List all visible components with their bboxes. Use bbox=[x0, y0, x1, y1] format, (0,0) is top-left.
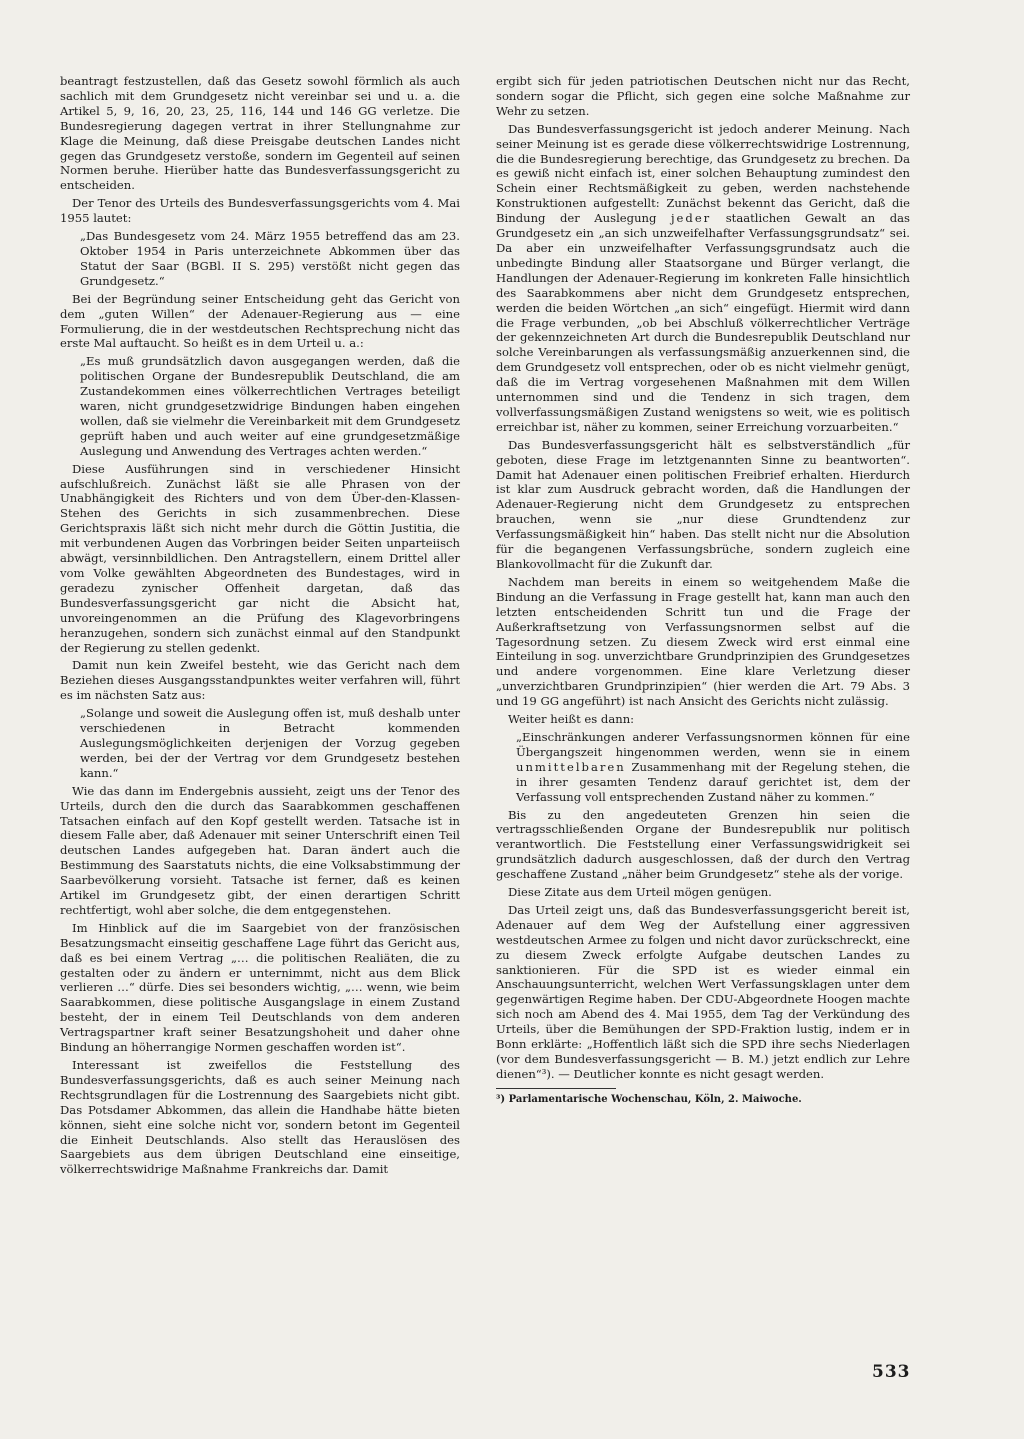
paragraph: Weiter heißt es dann: bbox=[508, 712, 635, 727]
paragraph: Der Tenor des Urteils des Bundesverfassungsgerichts vom 4. Mai 1955 lautet: bbox=[60, 196, 460, 226]
paragraph-text: Das Bundesverfassungsgericht ist jedoch anderer Meinung. Nach seiner Meinung ist es gerade diese völkerrechtswidrige Lostrennung, die die Bundesregierung berechtige, das Grundgesetz zu brechen. Da es gewiß nicht einfach ist, einer solchen Behauptung zumindest den Schein einer Rechtsmäßigkeit zu geben, werden nachstehende Konstruktionen aufgestellt: Zunächst bekennt das Gericht, daß die Bindung der Auslegung bbox=[496, 121, 910, 226]
paragraph: ergibt sich für jeden patriotischen Deutschen nicht nur das Recht, sondern sogar die Pflicht, sich gegen eine solche Maßnahme zur Wehr zu setzen. bbox=[496, 74, 910, 118]
paragraph: Das Urteil zeigt uns, daß das Bundesverfassungsgericht bereit ist, Adenauer auf dem Weg der Aufstellung einer aggressiven westdeutschen Armee zu folgen und nicht davor zurückschreckt, eine zu diesem Zweck erfolgte Aufgabe deutschen Landes zu sanktionieren. Für die SPD ist es wieder einmal ein Anschauungsunterricht, welchen Wert Verfassungsklagen unter dem gegenwärtigen Regime haben. Der CDU-Abgeordnete Hoogen machte sich noch am Abend des 4. Mai 1955, dem Tag der Verkündung des Urteils, über die Bemühungen der SPD-Fraktion lustig, indem er in Bonn erklärte: „Hoffentlich läßt sich die SPD ihre sechs Niederlagen (vor dem Bundesverfassungsgericht — B. M.) jetzt endlich zur Lehre dienen“³). — Deutlicher konnte es nicht gesagt werden. bbox=[496, 902, 910, 1081]
paragraph: Diese Zitate aus dem Urteil mögen genügen. bbox=[508, 885, 772, 900]
emphasized-word: jeder bbox=[670, 211, 712, 226]
quotation-part: Zusammenhang mit der Regelung stehen, die in ihrer gesamten Tendenz darauf gerichtet ist, dem der Verfassung voll entsprechenden Zustand näher zu kommen.“ bbox=[516, 759, 911, 804]
quotation-text bbox=[516, 730, 910, 805]
quotation bbox=[80, 706, 460, 781]
quotation bbox=[516, 730, 910, 805]
footnote: ³) Parlamentarische Wochenschau, Köln, 2. Maiwoche. bbox=[496, 1093, 802, 1105]
paragraph: Damit nun kein Zweifel besteht, wie das Gericht nach dem Beziehen dieses Ausgangsstandpunktes weiter verfahren will, führt es im nächsten Satz aus: bbox=[60, 658, 460, 703]
quotation bbox=[80, 229, 460, 289]
page-number: 533 bbox=[872, 1362, 911, 1382]
left-column bbox=[60, 74, 460, 1180]
emphasized-word: unmittelbaren bbox=[516, 759, 626, 774]
paragraph: Bei der Begründung seiner Entscheidung geht das Gericht von dem „guten Willen“ der Adenauer-Regierung aus — eine Formulierung, die in der westdeutschen Rechtsprechung nicht das erste Mal auftaucht. So heißt es in dem Urteil u. a.: bbox=[60, 291, 460, 351]
paragraph: Bis zu den angedeuteten Grenzen hin seien die vertragsschließenden Organe der Bundesrepublik nur politisch verantwortlich. Die Feststellung einer Verfassungswidrigkeit sei grundsätzlich dadurch ausgeschlossen, daß der durch den Vertrag geschaffene Zustand „näher beim Grundgesetz“ stehe als der vorige. bbox=[496, 807, 910, 882]
paragraph: Nachdem man bereits in einem so weitgehendem Maße die Bindung an die Verfassung in Frage gestellt hat, kann man auch den letzten entscheidenden Schritt tun und die Frage der Außerkraftsetzung von Verfassungsnormen selbst auf die Tagesordnung setzen. Zu diesem Zweck wird erst einmal eine Einteilung in sog. unverzichtbare Grundprinzipien des Grundgesetzes und andere vorgenommen. Eine klare Verletzung dieser „unverzichtbaren Grundprinzipien“ (hier werden die Art. 79 Abs. 3 und 19 GG angeführt) ist nach Ansicht des Gerichts nicht zulässig. bbox=[496, 574, 910, 709]
paragraph-text: staatlichen Gewalt an das Grundgesetz ein „an sich unzweifelhafter Verfassungsgrundsatz“ sei. Da aber ein unzweifelhafter Verfassungsgrundsatz auch die unbedingte Bindung aller Staatsorgane und Bürger verlangt, die Handlungen der Adenauer-Regierung im konkreten Falle hinsichtlich des Saarabkommens aber nicht dem Grundgesetz entsprechen, werden die beiden Wörtchen „an sich“ eingefügt. Hiermit wird dann die Frage verbunden, „ob bei Abschluß völkerrechtlicher Verträge der gekennzeichneten Art durch die Bundesrepublik Deutschland nur solche Vereinbarungen als verfassungsmäßig anzuerkennen sind, die dem Grundgesetz voll entsprechen, oder ob es nicht vielmehr genügt, daß die im Vertrag vorgesehenen Maßnahmen mit dem Willen unternommen sind und die Tendenz in sich tragen, dem vollverfassungsmäßigen Zustand wenigstens so weit, wie es politisch erreichbar ist, näher zu kommen, seiner Erreichung vorzuarbeiten.“ bbox=[496, 211, 910, 434]
quotation-text: „Es muß grundsätzlich davon ausgegangen werden, daß die politischen Organe der Bundesrepublik Deutschland, die am Zustandekommen eines völkerrechtlichen Vertrages beteiligt waren, nicht grundgesetzwidrige Bindungen haben eingehen wollen, daß sie vielmehr die Vereinbarkeit mit dem Grundgesetz geprüft haben und auch weiter auf eine grundgesetzmäßige Auslegung und Anwendung des Vertrages achten werden.“ bbox=[80, 354, 460, 458]
footnote-divider bbox=[496, 1088, 616, 1089]
quotation-text: „Solange und soweit die Auslegung offen ist, muß deshalb unter verschiedenen in Betracht kommenden Auslegungsmöglichkeiten derjenigen der Vorzug gegeben werden, bei der der Vertrag vor dem Grundgesetz bestehen kann.“ bbox=[80, 706, 460, 780]
quotation-part: „Einschränkungen anderer Verfassungsnormen können für eine Übergangszeit hingenommen werden, wenn sie in einem bbox=[516, 729, 910, 759]
paragraph: beantragt festzustellen, daß das Gesetz sowohl förmlich als auch sachlich mit dem Grundgesetz nicht vereinbar sei und u. a. die Artikel 5, 9, 16, 20, 23, 25, 116, 144 und 146 GG verletze. Die Bundesregierung dagegen vertrat in ihrer Stellungnahme zur Klage die Meinung, daß diese Preisgabe deutschen Landes nicht gegen das Grundgesetz verstoße, sondern im Gegenteil auf seinen Normen beruhe. Hierüber hatte das Bundesverfassungsgericht zu entscheiden. bbox=[60, 74, 460, 193]
paragraph: Das Bundesverfassungsgericht hält es selbstverständlich „für geboten, diese Frage im letztgenannten Sinne zu beantworten“. Damit hat Adenauer einen politischen Freibrief erhalten. Hierdurch ist klar zum Ausdruck gebracht worden, daß die Handlungen der Adenauer-Regierung nicht dem Grundgesetz zu entsprechen brauchen, wenn sie „nur diese Grundtendenz zur Verfassungsmäßigkeit hin“ haben. Das stellt nicht nur die Absolution für die begangenen Verfassungsbrüche, sondern zugleich eine Blankovollmacht für die Zukunft dar. bbox=[496, 437, 910, 571]
paragraph: Interessant ist zweifellos die Feststellung des Bundesverfassungsgerichts, daß es auch seiner Meinung nach Rechtsgrundlagen für die Lostrennung des Saargebiets nicht gibt. Das Potsdamer Abkommen, das allein die Handhabe hätte bieten können, sieht eine solche nicht vor, sondern betont im Gegenteil die Einheit Deutschlands. Also stellt das Herauslösen des Saargebiets aus dem übrigen Deutschland eine einseitige, völkerrechtswidrige Maßnahme Frankreichs dar. Damit bbox=[60, 1058, 460, 1177]
paragraph: Diese Ausführungen sind in verschiedener Hinsicht aufschlußreich. Zunächst läßt sie alle Phrasen von der Unabhängigkeit des Richters und von dem Über-den-Klassen-Stehen des Gerichts in sich zusammenbrechen. Diese Gerichtspraxis läßt sich nicht mehr durch die Göttin Justitia, die mit verbundenen Augen das Vorbringen beider Seiten unparteiisch abwägt, versinnbildlichen. Den Antragstellern, einem Drittel aller vom Volke gewählten Abgeordneten des Bundestages, wird in geradezu zynischer Offenheit dargetan, daß das Bundesverfassungsgericht gar nicht die Absicht hat, unvoreingenommen an die Prüfung des Klagevorbringens heranzugehen, sondern sich zunächst einmal auf den Standpunkt der Regierung zu stellen gedenkt. bbox=[60, 461, 460, 655]
paragraph: Im Hinblick auf die im Saargebiet von der französischen Besatzungsmacht einseitig geschaffene Lage führt das Gericht aus, daß es bei einem Vertrag „… die politischen Realiäten, die zu gestalten oder zu ändern er unternimmt, nicht aus dem Blick verlieren …“ dürfe. Dies sei besonders wichtig, „… wenn, wie beim Saarabkommen, diese politische Ausgangslage in einem Zustand besteht, der in einem Teil Deutschlands von dem anderen Vertragspartner kraft seiner Besatzungshoheit und daher ohne Bindung an höherrangige Normen geschaffen worden ist“. bbox=[60, 920, 460, 1055]
right-column bbox=[496, 74, 910, 1109]
quotation-text: „Das Bundesgesetz vom 24. März 1955 betreffend das am 23. Oktober 1954 in Paris unterzeichnete Abkommen über das Statut der Saar (BGBl. II S. 295) verstößt nicht gegen das Grundgesetz.“ bbox=[80, 229, 460, 288]
paragraph: Wie das dann im Endergebnis aussieht, zeigt uns der Tenor des Urteils, durch den die durch das Saarabkommen geschaffenen Tatsachen einfach auf den Kopf gestellt werden. Tatsache ist in diesem Falle aber, daß Adenauer mit seiner Unterschrift einen Teil deutschen Landes aufgegeben hat. Daran ändert auch die Bestimmung des Saarstatuts nichts, die eine Volksabstimmung der Saarbevölkerung vorsieht. Tatsache ist ferner, daß es keinen Artikel im Grundgesetz gibt, der einen derartigen Schritt rechtfertigt, wohl aber solche, die dem entgegenstehen. bbox=[60, 783, 460, 917]
quotation bbox=[80, 354, 460, 458]
paragraph bbox=[496, 122, 910, 435]
